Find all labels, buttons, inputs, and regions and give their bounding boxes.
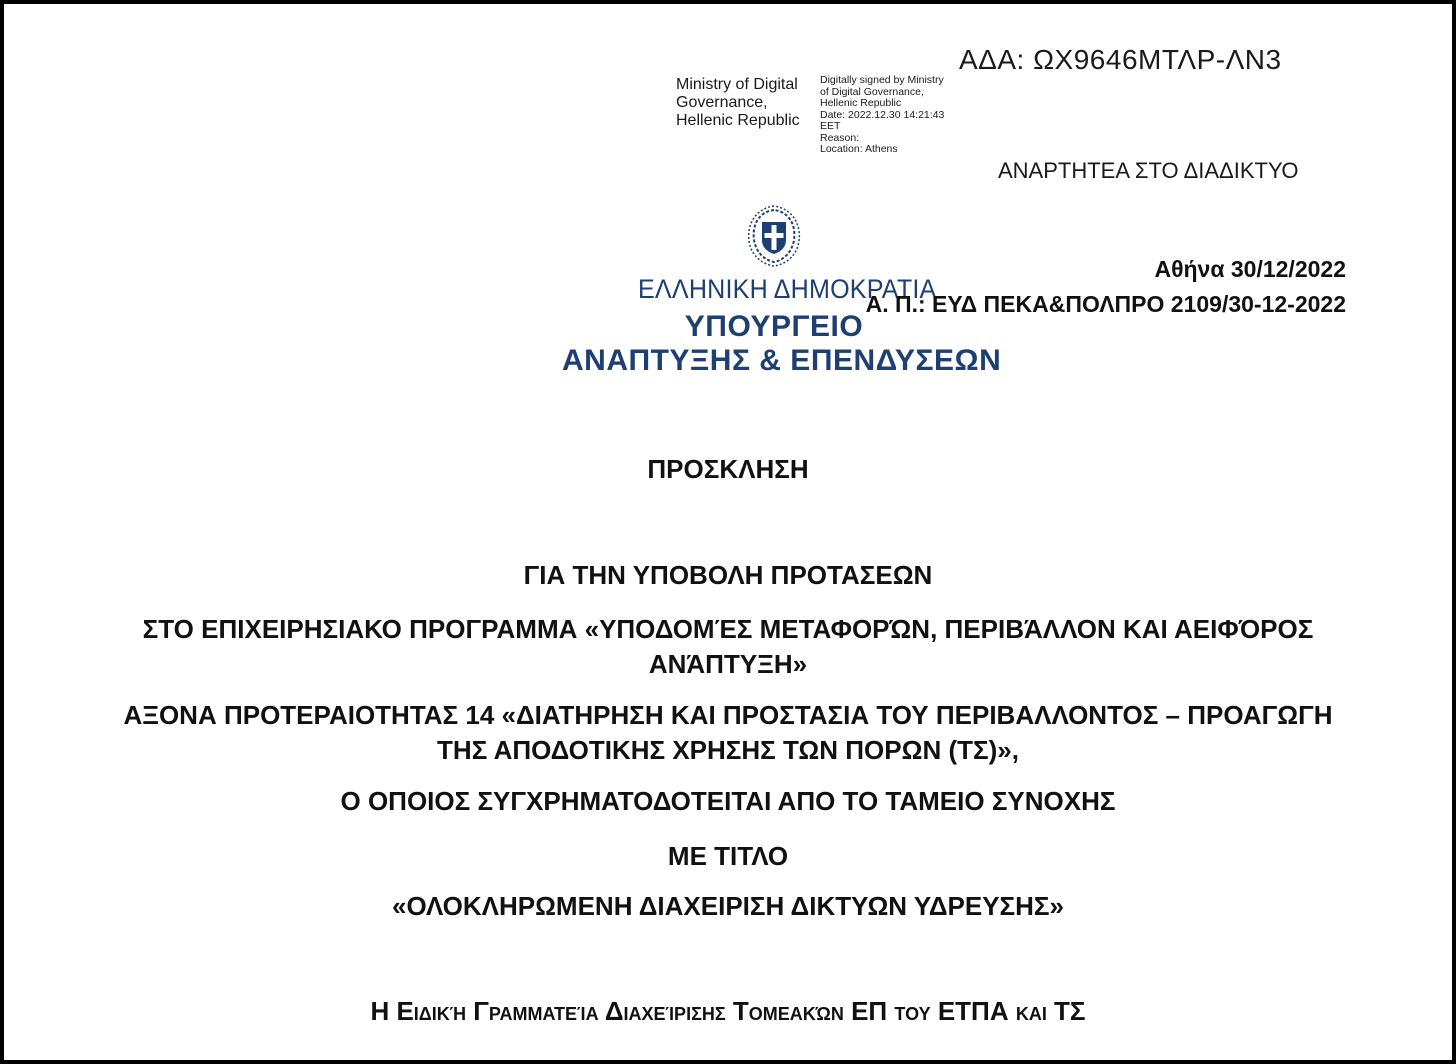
republic-name: ΕΛΛΗΝΙΚΗ ΔΗΜΟΚΡΑΤΙΑ (638, 274, 937, 304)
body-line: ΜΕ ΤΙΤΛΟ (667, 841, 789, 871)
body-line: ΣΤΟ ΕΠΙΧΕΙΡΗΣΙΑΚΟ ΠΡΟΓΡΑΜΜΑ «ΥΠΟΔΟΜΈΣ ΜΕΤΑΦΟΡΏΝ, ΠΕΡΙΒΆΛΛΟΝ ΚΑΙ ΑΕΙΦΌΡΟΣ (142, 614, 1314, 644)
signature-detail-line: Digitally signed by Ministry (820, 74, 944, 86)
issuer-line: Η Ειδική Γραμματεία Διαχείρισης Τομεακών ΕΠ του ΕΤΠΑ και ΤΣ (370, 996, 1086, 1026)
document-title: ΠΡΟΣΚΛΗΣΗ (647, 454, 809, 484)
body-line: ΑΞΟΝΑ ΠΡΟΤΕΡΑΙΟΤΗΤΑΣ 14 «ΔΙΑΤΗΡΗΣΗ ΚΑΙ ΠΡΟΣΤΑΣΙΑ ΤΟΥ ΠΕΡΙΒΑΛΛΟΝΤΟΣ – ΠΡΟΑΓΩΓΗ (123, 700, 1333, 730)
body-line: ΤΗΣ ΑΠΟΔΟΤΙΚΗΣ ΧΡΗΣΗΣ ΤΩΝ ΠΟΡΩΝ (ΤΣ)», (437, 735, 1019, 765)
signature-name-line: Ministry of Digital (676, 76, 798, 93)
signature-name-line: Hellenic Republic (676, 112, 800, 129)
ada-code: ΑΔΑ: ΩΧ9646ΜΤΛΡ-ΛΝ3 (959, 44, 1282, 75)
signature-detail-line: EET (820, 120, 841, 132)
signature-name-line: Governance, (676, 94, 768, 111)
body-line: ΑΝΆΠΤΥΞΗ» (648, 649, 808, 679)
signature-signer-name (676, 76, 800, 130)
body-line: Ο ΟΠΟΙΟΣ ΣΥΓΧΡΗΜΑΤΟΔΟΤΕΙΤΑΙ ΑΠΟ ΤΟ ΤΑΜΕΙΟ ΣΥΝΟΧΗΣ (340, 786, 1116, 816)
signature-detail-line: Hellenic Republic (820, 97, 902, 109)
greek-coat-of-arms-icon (742, 204, 806, 268)
signature-detail-line: Date: 2022.12.30 14:21:43 (820, 108, 945, 121)
internet-posting-label: ΑΝΑΡΤΗΤΕΑ ΣΤΟ ΔΙΑΔΙΚΤΥΟ (998, 158, 1299, 183)
signature-detail-line: of Digital Governance, (820, 85, 924, 98)
body-line: ΓΙΑ ΤΗΝ ΥΠΟΒΟΛΗ ΠΡΟΤΑΣΕΩΝ (523, 560, 933, 590)
protocol-number: Α. Π.: ΕΥΔ ΠΕΚΑ&ΠΟΛΠΡΟ 2109/30-12-2022 (865, 291, 1346, 317)
signature-detail-line: Location: Athens (820, 143, 898, 155)
signature-details (820, 75, 944, 156)
document-date: Αθήνα 30/12/2022 (1154, 256, 1346, 282)
ministry-name-line1: ΥΠΟΥΡΓΕΙΟ (684, 310, 864, 343)
signature-detail-line: Reason: (820, 131, 860, 144)
document-subject: «ΟΛΟΚΛΗΡΩΜΕΝΗ ΔΙΑΧΕΙΡΙΣΗ ΔΙΚΤΥΩΝ ΥΔΡΕΥΣΗΣ» (392, 891, 1064, 921)
ministry-name-line2: ΑΝΑΠΤΥΞΗΣ & ΕΠΕΝΔΥΣΕΩΝ (562, 344, 1002, 377)
